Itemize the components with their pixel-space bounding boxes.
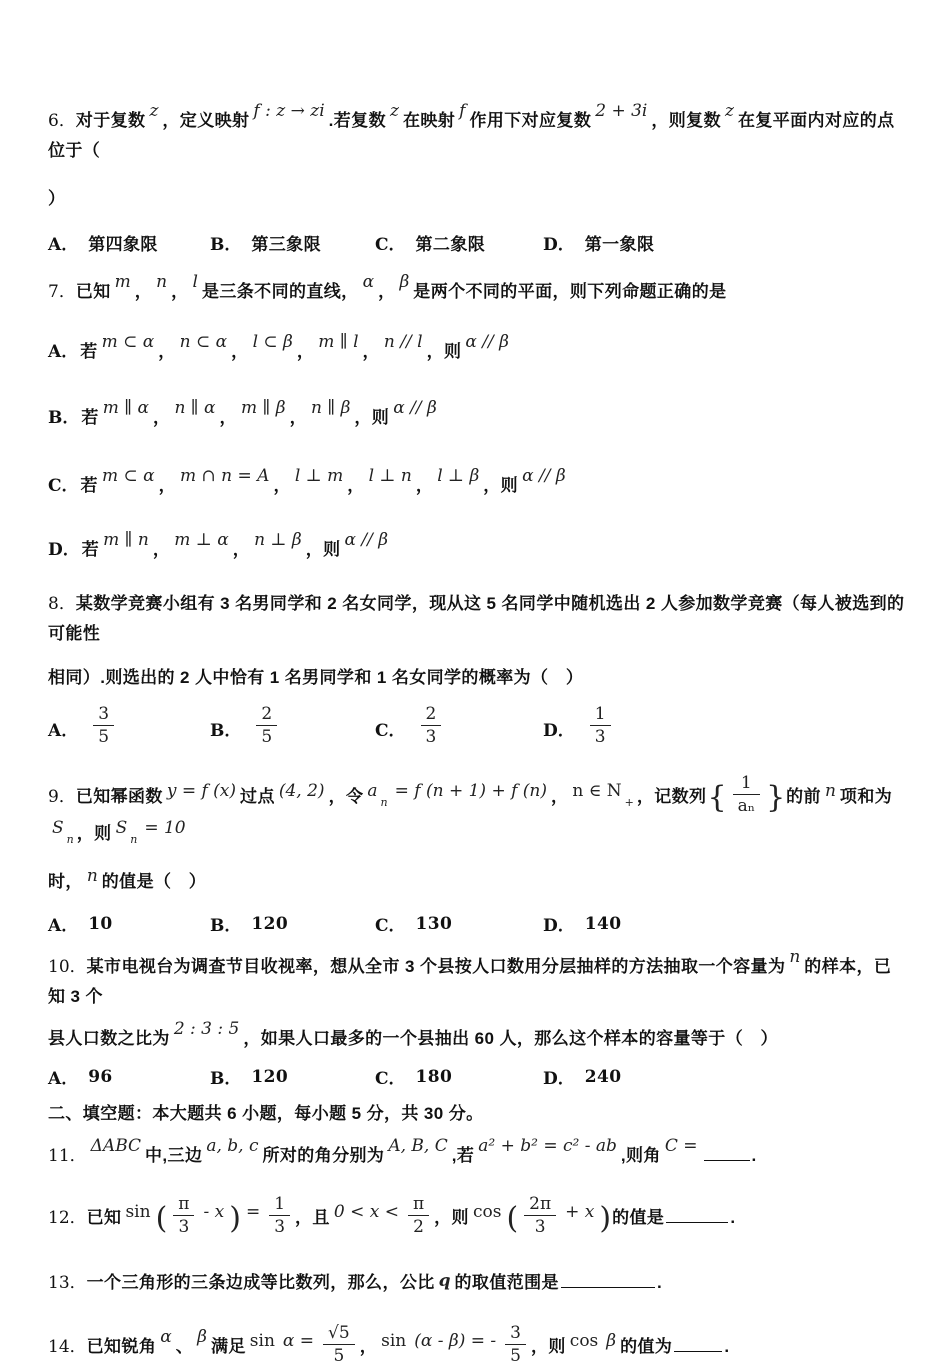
math-expression: sin bbox=[125, 1201, 151, 1222]
text-run: ，则 bbox=[76, 824, 112, 843]
math-expression: n // l bbox=[383, 332, 423, 352]
math-fraction: $\frac{\pi}{2}$ bbox=[408, 1194, 429, 1237]
text-run: ， bbox=[362, 342, 380, 361]
option-d bbox=[543, 704, 616, 750]
option-a-value bbox=[88, 1067, 112, 1087]
text-run: 的样本，已知 3 个 bbox=[48, 957, 892, 1006]
math-expression: } bbox=[766, 779, 786, 815]
text-run: ，则复数 bbox=[651, 111, 721, 130]
option-d-value bbox=[585, 704, 616, 750]
option-d bbox=[543, 1064, 621, 1089]
option-a-label: A． bbox=[48, 916, 79, 936]
math-expression: β bbox=[399, 272, 410, 292]
option-a-label: A． bbox=[48, 235, 79, 255]
math-expression: n bbox=[86, 866, 98, 886]
text-run: ，则 bbox=[305, 540, 341, 559]
option-c bbox=[375, 1064, 543, 1089]
math-expression: l ⊥ n bbox=[368, 466, 412, 486]
option-d-value bbox=[585, 914, 622, 934]
math-expression: ( bbox=[506, 1200, 519, 1236]
question-7-option-a bbox=[48, 332, 908, 367]
text-run: 11． bbox=[48, 1146, 87, 1166]
math-expression: z bbox=[724, 101, 734, 121]
text-run: 所对的角分别为 bbox=[262, 1146, 385, 1165]
text-run: 180 bbox=[415, 1066, 453, 1087]
text-run: ， bbox=[289, 408, 307, 427]
text-run: 是三条不同的直线， bbox=[201, 282, 359, 301]
text-run: ， bbox=[378, 282, 396, 301]
text-run: ， bbox=[551, 786, 569, 806]
math-expression: n ∥ β bbox=[310, 398, 351, 418]
text-run: 若 bbox=[81, 408, 99, 427]
question-11-line-1 bbox=[48, 1136, 908, 1171]
text-run: 第四象限 bbox=[88, 235, 158, 254]
text-run: ，记数列 bbox=[636, 786, 707, 806]
math-expression: m ⊂ α bbox=[101, 332, 155, 352]
math-expression: α = bbox=[282, 1330, 315, 1351]
question-6-line-1 bbox=[48, 101, 908, 166]
text-run: 130 bbox=[415, 913, 453, 934]
math-expression: cos bbox=[472, 1201, 502, 1222]
text-run: 的前 bbox=[786, 786, 821, 806]
text-run: ，则 bbox=[354, 408, 390, 427]
math-expression: + x bbox=[565, 1201, 595, 1222]
math-fraction: $\frac{\pi}{3}$ bbox=[173, 1194, 194, 1237]
text-run: B． bbox=[48, 408, 80, 428]
math-expression: ΔABC bbox=[90, 1136, 142, 1156]
text-run: 若 bbox=[80, 342, 98, 361]
text-run: ，则 bbox=[426, 342, 462, 361]
option-a-value bbox=[88, 704, 119, 750]
option-a-label: A． bbox=[48, 1069, 79, 1089]
math-expression: m ∥ α bbox=[102, 398, 150, 418]
question-10-options bbox=[48, 1064, 908, 1089]
option-d bbox=[543, 911, 621, 936]
text-run: 8． bbox=[48, 594, 76, 614]
text-run: ，则 bbox=[483, 476, 519, 495]
option-b bbox=[210, 911, 375, 936]
math-expression: A, B, C bbox=[388, 1136, 448, 1156]
option-b bbox=[210, 704, 375, 750]
question-12-line-1 bbox=[48, 1194, 908, 1240]
math-subscript: n bbox=[66, 833, 74, 846]
math-expression: C = bbox=[664, 1136, 698, 1156]
text-run: 已知幂函数 bbox=[75, 786, 163, 806]
math-expression: ) bbox=[229, 1200, 241, 1236]
math-fraction: $\frac{1}{3}$ bbox=[269, 1194, 290, 1237]
text-run: . bbox=[724, 1336, 730, 1356]
text-run: 、 bbox=[175, 1336, 194, 1356]
math-expression: y = f (x) bbox=[166, 780, 237, 801]
text-run: 中,三边 bbox=[145, 1146, 203, 1165]
text-run: 满足 bbox=[210, 1336, 246, 1356]
text-run: 120 bbox=[251, 1066, 289, 1087]
text-run: 项和为 bbox=[839, 786, 893, 806]
answer-blank bbox=[674, 1334, 722, 1352]
text-run: ， bbox=[347, 476, 365, 495]
option-c-value bbox=[416, 230, 486, 255]
math-expression: α // β bbox=[465, 332, 509, 352]
text-run: 作用下对应复数 bbox=[469, 111, 592, 130]
option-d-label: D． bbox=[543, 721, 575, 741]
text-run: . bbox=[751, 1146, 757, 1165]
option-b-label: B． bbox=[210, 235, 242, 255]
math-expression: l ⊥ m bbox=[294, 466, 344, 486]
math-expression: l bbox=[192, 272, 198, 292]
option-b bbox=[210, 1064, 375, 1089]
text-run: 140 bbox=[584, 913, 622, 934]
text-run: 第二象限 bbox=[415, 235, 486, 254]
option-c-value bbox=[416, 704, 447, 750]
math-expression: q bbox=[438, 1271, 451, 1291]
math-fraction: $\frac{3}{5}$ bbox=[93, 704, 114, 747]
math-fraction: $\frac{1}{\text{aₙ}}$ bbox=[733, 773, 761, 816]
text-run: ， bbox=[415, 476, 434, 495]
text-run: 120 bbox=[251, 913, 289, 934]
math-expression: ) bbox=[599, 1200, 612, 1236]
math-subscript: n bbox=[130, 833, 138, 846]
option-d-label: D． bbox=[543, 235, 575, 255]
math-expression: n ∈ N bbox=[572, 780, 622, 801]
question-7-line-1 bbox=[48, 272, 908, 307]
question-10-line-2 bbox=[48, 1019, 908, 1054]
option-b-label: B． bbox=[210, 916, 242, 936]
question-9-line-2 bbox=[48, 867, 908, 897]
math-expression: α // β bbox=[393, 398, 437, 418]
text-run: ， bbox=[273, 476, 291, 495]
answer-blank bbox=[561, 1270, 655, 1288]
math-expression: α // β bbox=[344, 530, 389, 550]
text-run: 14． bbox=[48, 1336, 87, 1357]
question-6-options bbox=[48, 230, 908, 255]
text-run: . bbox=[730, 1207, 736, 1227]
option-c bbox=[375, 704, 543, 750]
math-expression: = 10 bbox=[144, 818, 186, 838]
math-fraction: $\frac{2}{5}$ bbox=[256, 704, 277, 747]
text-run: ，且 bbox=[295, 1207, 330, 1227]
text-run: 县人口数之比为 bbox=[48, 1029, 170, 1048]
math-expression: 0 < x < bbox=[333, 1201, 399, 1222]
text-run: ，令 bbox=[328, 786, 364, 806]
option-d-value bbox=[585, 1067, 622, 1087]
text-run: 是两个不同的平面，则下列命题正确的是 bbox=[413, 282, 727, 301]
math-expression: f bbox=[459, 101, 466, 121]
option-c-value bbox=[416, 1067, 453, 1087]
text-run: 13． bbox=[48, 1273, 87, 1293]
math-expression: 2 : 3 : 5 bbox=[173, 1019, 240, 1039]
math-expression: sin bbox=[381, 1330, 407, 1351]
text-run: 二、填空题：本大题共 6 小题，每小题 5 分，共 30 分。 bbox=[48, 1104, 484, 1123]
text-run: 若 bbox=[80, 476, 98, 495]
math-expression: α bbox=[160, 1326, 172, 1347]
math-expression: l ⊂ β bbox=[252, 332, 293, 352]
math-subscript: n bbox=[380, 795, 388, 809]
math-expression: α bbox=[362, 272, 375, 292]
text-run: 第三象限 bbox=[251, 235, 321, 254]
text-run: 6． bbox=[48, 111, 76, 131]
question-7-option-d bbox=[48, 530, 908, 565]
option-b bbox=[210, 230, 375, 255]
section-2-header bbox=[48, 1099, 908, 1129]
text-run: 已知锐角 bbox=[86, 1336, 157, 1356]
math-expression: cos bbox=[569, 1330, 599, 1351]
text-run: 9． bbox=[48, 786, 76, 807]
option-a-value bbox=[88, 914, 112, 934]
question-8-options bbox=[48, 704, 908, 750]
option-c-label: C． bbox=[375, 721, 406, 741]
option-a bbox=[48, 1064, 210, 1089]
math-expression: - x bbox=[203, 1201, 225, 1222]
option-c-value bbox=[416, 914, 453, 934]
option-a-label: A． bbox=[48, 721, 79, 741]
text-run: ，则 bbox=[530, 1336, 566, 1356]
option-b-label: B． bbox=[210, 1069, 242, 1089]
math-expression: a, b, c bbox=[206, 1136, 259, 1156]
question-6-line-2 bbox=[48, 184, 908, 214]
option-d-value bbox=[585, 230, 655, 255]
option-c-label: C． bbox=[375, 235, 406, 255]
text-run: D． bbox=[48, 540, 80, 560]
text-run: ， bbox=[153, 408, 171, 427]
math-expression: m ⊂ α bbox=[101, 466, 155, 486]
question-9-options bbox=[48, 911, 908, 936]
math-expression: 2 + 3i bbox=[595, 101, 648, 121]
math-expression: m ∥ l bbox=[318, 332, 359, 352]
math-expression: f : z → zi bbox=[253, 101, 325, 121]
text-run: 96 bbox=[88, 1066, 113, 1087]
option-b-value bbox=[251, 230, 321, 255]
text-run: ， bbox=[152, 540, 171, 559]
text-run: 7． bbox=[48, 282, 76, 302]
option-b-value bbox=[251, 914, 288, 934]
text-run: 的取值范围是 bbox=[454, 1273, 559, 1292]
text-run: 已知 bbox=[86, 1207, 122, 1227]
text-run: A． bbox=[48, 342, 79, 362]
option-a bbox=[48, 911, 210, 936]
text-run: 的值为 bbox=[620, 1336, 673, 1356]
option-b-value bbox=[251, 704, 282, 750]
math-expression: ( bbox=[155, 1200, 168, 1236]
question-7-option-b bbox=[48, 398, 908, 433]
text-run: ） bbox=[48, 189, 66, 208]
text-run: ，定义映射 bbox=[162, 111, 250, 130]
answer-blank bbox=[704, 1143, 750, 1161]
math-fraction: $\frac{2}{3}$ bbox=[421, 704, 442, 747]
text-run: ， bbox=[158, 476, 176, 495]
text-run: 10． bbox=[48, 957, 87, 977]
math-expression: n ∥ α bbox=[174, 398, 216, 418]
math-expression: m ⊥ α bbox=[174, 530, 229, 550]
math-expression: β bbox=[197, 1326, 207, 1347]
option-d-label: D． bbox=[543, 1069, 575, 1089]
option-a bbox=[48, 230, 210, 255]
math-subscript: + bbox=[624, 795, 634, 809]
math-expression: m ∥ β bbox=[240, 398, 286, 418]
math-expression: z bbox=[149, 101, 159, 121]
math-fraction: $\frac{1}{3}$ bbox=[590, 704, 611, 747]
text-run: 240 bbox=[584, 1066, 622, 1087]
option-b-value bbox=[251, 1067, 288, 1087]
math-expression: m bbox=[114, 272, 131, 292]
question-13-line-1 bbox=[48, 1268, 908, 1298]
question-9-line-1 bbox=[48, 773, 908, 851]
text-run: 10 bbox=[88, 913, 113, 934]
math-expression: { bbox=[707, 779, 727, 815]
text-run: ， bbox=[219, 408, 237, 427]
question-8-line-2 bbox=[48, 663, 908, 693]
option-c-label: C． bbox=[375, 916, 406, 936]
text-run: ，如果人口最多的一个县抽出 60 人，那么这个样本的容量等于（ ） bbox=[243, 1029, 778, 1048]
option-c bbox=[375, 230, 543, 255]
text-run: ,若 bbox=[451, 1146, 475, 1165]
text-run: 的值是（ ） bbox=[101, 872, 207, 891]
text-run: ， bbox=[171, 282, 189, 301]
text-run: 在复平面内对应的点位于（ bbox=[48, 111, 895, 160]
question-8-line-1 bbox=[48, 589, 908, 649]
text-run: ， bbox=[231, 342, 249, 361]
text-run: 一个三角形的三条边成等比数列，那么，公比 bbox=[86, 1273, 435, 1292]
text-run: 已知 bbox=[75, 282, 111, 301]
option-b-label: B． bbox=[210, 721, 242, 741]
math-expression: α // β bbox=[522, 466, 566, 486]
math-fraction: $\frac{3}{5}$ bbox=[505, 1323, 526, 1366]
math-expression: n bbox=[156, 272, 168, 292]
math-expression: n bbox=[789, 947, 801, 967]
math-expression: = f (n + 1) + f (n) bbox=[394, 780, 548, 801]
text-run: 对于复数 bbox=[75, 111, 146, 130]
question-10-line-1 bbox=[48, 947, 908, 1012]
text-run: 过点 bbox=[240, 786, 275, 806]
math-expression: n bbox=[824, 780, 836, 801]
math-expression: n ⊂ α bbox=[179, 332, 228, 352]
text-run: ， bbox=[296, 342, 315, 361]
answer-blank bbox=[666, 1205, 728, 1223]
text-run: 某数学竞赛小组有 3 名男同学和 2 名女同学，现从这 5 名同学中随机选出 2 人参加数学竞赛（每人被选到的可能性 bbox=[48, 594, 905, 643]
option-a-value bbox=[88, 230, 158, 255]
math-expression: m ∩ n = A bbox=[180, 466, 270, 486]
text-run: 若 bbox=[81, 540, 100, 559]
math-expression: n ⊥ β bbox=[254, 530, 302, 550]
math-expression: = bbox=[245, 1201, 261, 1222]
text-run: ， bbox=[232, 540, 251, 559]
text-run: C． bbox=[48, 476, 79, 496]
option-c-label: C． bbox=[375, 1069, 406, 1089]
math-expression: m ∥ n bbox=[103, 530, 149, 550]
text-run: 第一象限 bbox=[584, 235, 655, 254]
math-expression: z bbox=[389, 101, 399, 121]
text-run: 的值是 bbox=[612, 1207, 665, 1227]
math-expression: S bbox=[115, 818, 128, 838]
math-expression: β bbox=[606, 1330, 617, 1351]
option-c bbox=[375, 911, 543, 936]
text-run: 在映射 bbox=[402, 111, 456, 130]
option-a bbox=[48, 704, 210, 750]
math-expression: sin bbox=[249, 1330, 275, 1351]
text-run: .若复数 bbox=[328, 111, 386, 130]
math-expression: a² + b² = c² - ab bbox=[478, 1136, 617, 1156]
text-run: . bbox=[656, 1273, 663, 1292]
text-run: 12． bbox=[48, 1207, 87, 1228]
text-run: ,则角 bbox=[620, 1146, 661, 1165]
text-run: 相同）.则选出的 2 人中恰有 1 名男同学和 1 名女同学的概率为（ ） bbox=[48, 668, 584, 687]
question-14-line-1 bbox=[48, 1323, 908, 1369]
math-expression: a bbox=[367, 780, 378, 801]
math-expression: S bbox=[52, 818, 64, 838]
option-d-label: D． bbox=[543, 916, 575, 936]
text-run: 某市电视台为调查节目收视率，想从全市 3 个县按人口数用分层抽样的方法抽取一个容量为 bbox=[86, 957, 786, 976]
question-7-option-c bbox=[48, 466, 908, 501]
text-run: ，则 bbox=[434, 1207, 469, 1227]
text-run: ， bbox=[134, 282, 153, 301]
text-run: ， bbox=[359, 1336, 378, 1356]
math-expression: (4, 2) bbox=[278, 780, 325, 801]
option-d bbox=[543, 230, 654, 255]
math-fraction: $\frac{√5}{5}$ bbox=[323, 1323, 355, 1366]
text-run: 时， bbox=[48, 872, 83, 891]
math-fraction: $\frac{2\pi}{3}$ bbox=[524, 1194, 556, 1237]
math-expression: (α - β) = - bbox=[414, 1330, 497, 1351]
math-expression: l ⊥ β bbox=[437, 466, 480, 486]
text-run: ， bbox=[158, 342, 176, 361]
